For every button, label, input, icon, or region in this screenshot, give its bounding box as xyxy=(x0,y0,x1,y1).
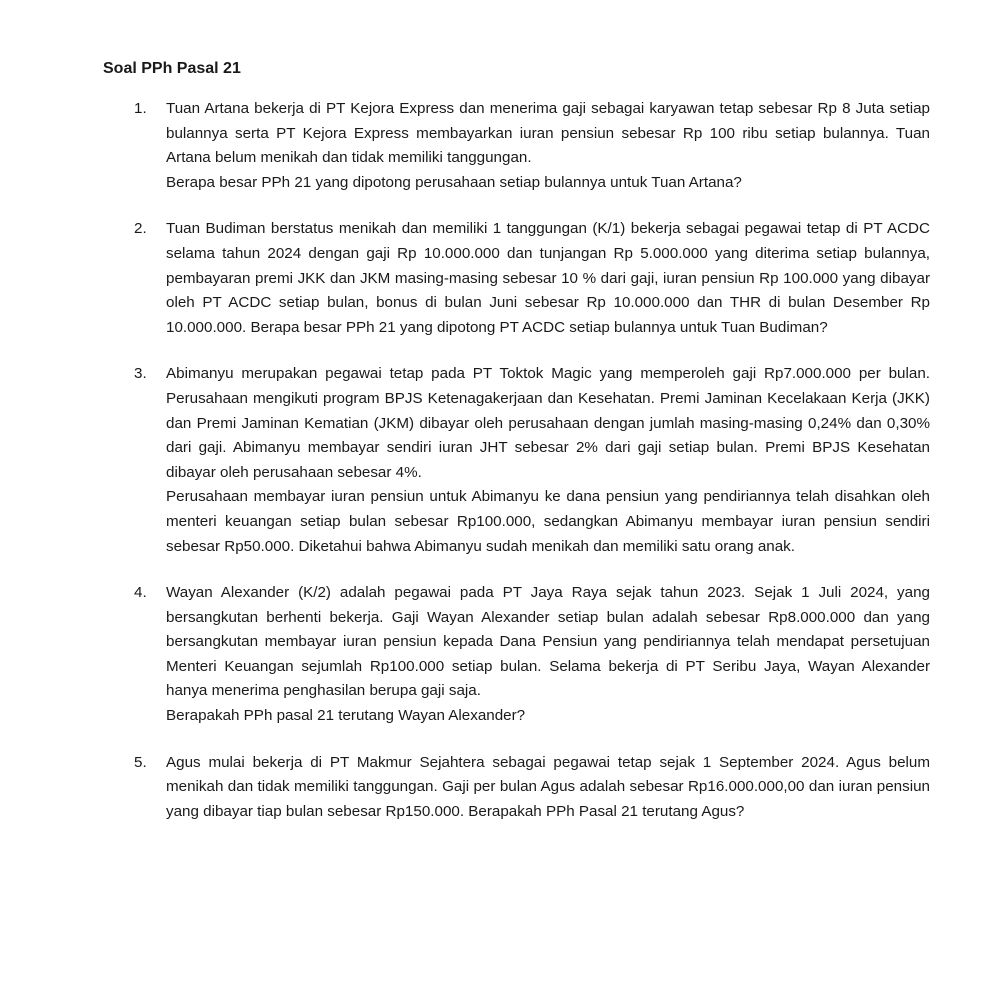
question-list xyxy=(100,97,930,846)
question-item xyxy=(100,751,930,825)
question-text: Abimanyu merupakan pegawai tetap pada PT Toktok Magic yang memperoleh gaji Rp7.000.000 per bulan. Perusahaan mengikuti program BPJS Ketenagakerjaan dan Kesehatan. Premi Jaminan Kecelakaan Kerja (JKK) dan Premi Jaminan Kematian (JKM) dibayar oleh perusahaan dengan jumlah masing-masing 0,24% dan 0,30% dari gaji. Abimanyu membayar sendiri iuran JHT sebesar 2% dari gaji setiap bulan. Premi BPJS Kesehatan dibayar oleh perusahaan sebesar 4%. xyxy=(166,365,930,481)
question-number: 3. xyxy=(134,365,147,383)
question-item xyxy=(100,362,930,559)
question-prompt: Berapa besar PPh 21 yang dipotong perusahaan setiap bulannya untuk Tuan Artana? xyxy=(166,173,742,191)
question-number: 2. xyxy=(134,220,147,238)
question-number: 1. xyxy=(134,100,147,117)
question-number: 4. xyxy=(134,584,147,602)
question-text: Wayan Alexander (K/2) adalah pegawai pada PT Jaya Raya sejak tahun 2023. Sejak 1 Juli 2024, yang bersangkutan berhenti bekerja. Gaji Wayan Alexander setiap bulan adalah sebesar Rp8.000.000 dan yang bersangkutan membayar iuran pensiun kepada Dana Pensiun yang pendiriannya telah mendapat persetujuan Menteri Keuangan sejumlah Rp100.000 setiap bulan. Selama bekerja di PT Seribu Jaya, Wayan Alexander hanya menerima penghasilan berupa gaji saja. xyxy=(166,584,930,700)
question-number: 5. xyxy=(134,753,147,771)
question-text: Tuan Artana bekerja di PT Kejora Express dan menerima gaji sebagai karyawan tetap sebesar Rp 8 Juta setiap bulannya serta PT Kejora Express membayarkan iuran pensiun sebesar Rp 100 ribu setiap bulannya. Tuan Artana belum menikah dan tidak memiliki tanggungan. xyxy=(166,100,930,167)
question-text: Agus mulai bekerja di PT Makmur Sejahtera sebagai pegawai tetap sejak 1 September 2024. Agus belum menikah dan tidak memiliki tanggungan. Gaji per bulan Agus adalah sebesar Rp16.000.000,00 dan iuran pensiun yang dibayar tiap bulan sebesar Rp150.000. Berapakah PPh Pasal 21 terutang Agus? xyxy=(166,753,930,820)
document-title: Soal PPh Pasal 21 xyxy=(103,60,241,77)
question-item xyxy=(100,97,930,195)
question-item xyxy=(100,217,930,340)
question-text: Perusahaan membayar iuran pensiun untuk Abimanyu ke dana pensiun yang pendiriannya telah disahkan oleh menteri keuangan setiap bulan sebesar Rp100.000, sedangkan Abimanyu membayar iuran pensiun sendiri sebesar Rp50.000. Diketahui bahwa Abimanyu sudah menikah dan memiliki satu orang anak. xyxy=(166,488,930,555)
question-item xyxy=(100,581,930,729)
question-text: Tuan Budiman berstatus menikah dan memiliki 1 tanggungan (K/1) bekerja sebagai pegawai tetap di PT ACDC selama tahun 2024 dengan gaji Rp 10.000.000 dan tunjangan Rp 5.000.000 yang diterima setiap bulannya, pembayaran premi JKK dan JKM masing-masing sebesar 10 % dari gaji, iuran pensiun Rp 100.000 yang dibayar oleh PT ACDC setiap bulan, bonus di bulan Juni sebesar Rp 10.000.000 dan THR di bulan Desember Rp 10.000.000. Berapa besar PPh 21 yang dipotong PT ACDC setiap bulannya untuk Tuan Budiman? xyxy=(166,220,930,336)
question-prompt: Berapakah PPh pasal 21 terutang Wayan Alexander? xyxy=(166,707,526,725)
